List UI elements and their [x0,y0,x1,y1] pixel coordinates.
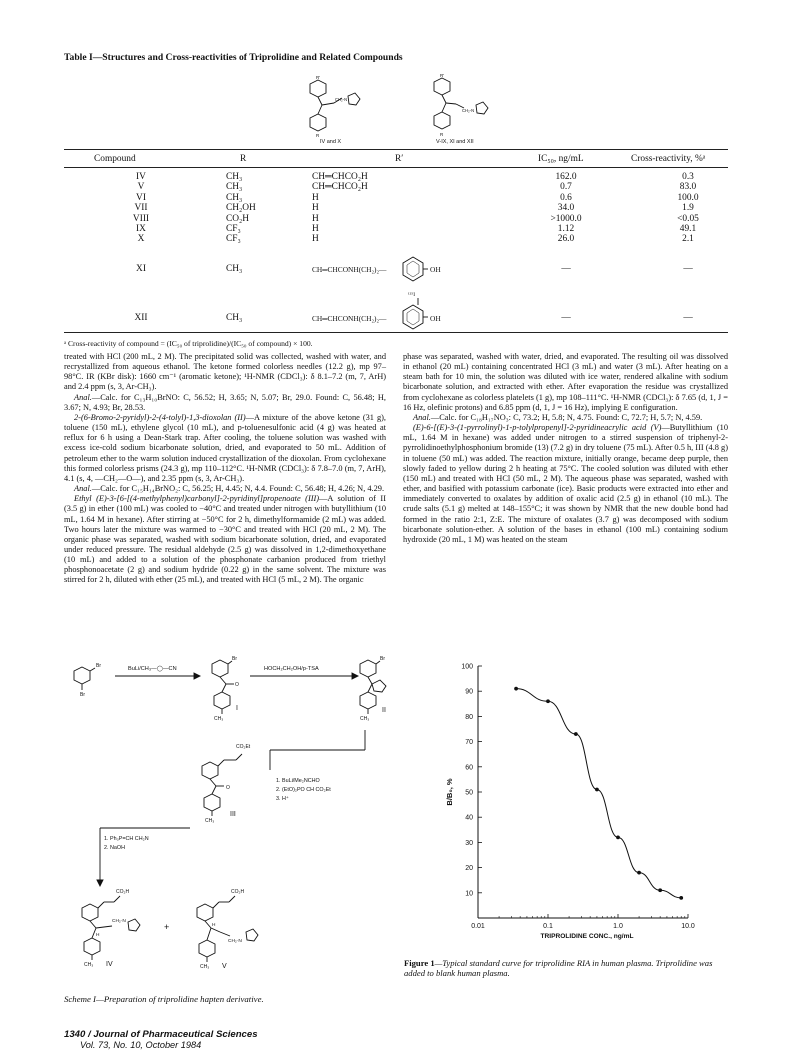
scheme-compound-label: II [382,707,386,714]
data-point [658,888,662,892]
scheme-label: Br [80,692,85,698]
cell-ic50: >1000.0 [550,213,582,224]
scheme-compound-label: IV [106,961,113,968]
page-footer-journal: 1340 / Journal of Pharmaceutical Sciences [64,1029,258,1040]
cell-oh-xii: OH [430,314,441,323]
column-cross-reactivity [668,172,708,245]
paragraph-text: —Calc. for C₁₃H₁₀BrNO: C, 56.52; H, 3.65; N, 5.07; Br, 29.0. Found: C, 56.48; H, 3.67; N, 4.93; Br, 28.53. [64,392,386,412]
data-point [514,687,518,691]
paragraph [403,413,728,423]
data-point [546,699,550,703]
cell-cross: 0.3 [682,172,694,182]
cell-rprime: H [312,192,319,203]
svg-text:CH₂-N: CH₂-N [462,108,475,113]
paragraph: treated with HCl (200 mL, 2 M). The precipitated solid was collected, washed with water, and recrystallized from aqueous ethanol. The ketone formed colorless needles (12.2 g), mp 97–98°C. IR (KBr disk): 1660 cm⁻¹ (aromatic ketone); ¹H-NMR (CDCl₃): δ 8.1–7.2 (m, 7, ArH) and 2.4 ppm (s, 3, Ar-CH₃). [64,352,386,392]
structure-label-v-xii: V-IX, XI and XII [436,139,474,145]
cell-rprime: CH═CHCO₂H [312,172,368,182]
scheme-label: Br [380,656,385,662]
right-column-text [403,352,728,545]
y-tick-label: 80 [465,713,473,721]
scheme-label: CH₂·N [228,939,242,944]
cell-r: CF₃ [226,223,241,234]
figure-caption-text: —Typical standard curve for triprolidine RIA in human plasma. Triprolidine was added to blank human plasma. [404,958,713,979]
cell-ic50: 1.12 [557,223,575,234]
cell-r-xii: CH₃ [226,313,243,323]
scheme-label: CO₂H [116,889,130,895]
svg-text:R': R' [316,75,321,80]
cell-cross: 1.9 [682,203,694,214]
paragraph [64,393,386,413]
cell-ic50-xi: — [561,264,571,274]
scheme-i [60,650,396,990]
scheme-reagent-1: BuLi/CH₃—◯—CN [128,666,177,672]
structure-v-xii [424,72,504,138]
scheme-label: H [212,923,216,928]
cell-cross: 100.0 [677,192,699,203]
cell-r: CH₃ [226,172,243,182]
cell-compound: IX [136,223,146,234]
cell-r: CH₃ [226,192,243,203]
structure-label-iv-x: IV and X [320,139,342,145]
y-tick-label: 10 [465,890,473,898]
paragraph [64,494,386,585]
paragraph: phase was separated, washed with water, dried, and evaporated. The resulting oil was dissolved in ethanol (20 mL) containing concentrated HCl (3 mL) and water (3 mL). After heating on a steam bath for 10 min, the solution was diluted with ice water, rendered alkaline with sodium bicarbonate solution, and extracted with ether. After evaporation the residue was crystallized from cyclohexane as colorless platelets (1 g), mp 108–111°C. ¹H-NMR (CDCl₃): δ 7.65 (d, 1, J = 16 Hz, olefinic protons) and 6.85 ppm (d, 1, J = 16 Hz), implying E configuration. [403,352,728,412]
y-tick-label: 30 [465,839,473,847]
cell-rprime: H [312,203,319,214]
cell-compound: VIII [132,213,150,224]
y-tick-label: 100 [461,663,473,671]
table-header-rule [64,167,728,168]
scheme-compound-label: V [222,963,227,970]
cell-compound: V [137,182,145,193]
cell-ic50: 0.7 [560,182,572,193]
cell-r: CF₃ [226,234,241,245]
compound-title: (E)-6-[(E)-3-(1-pyrrolinyl)-1-p-tolylpropenyl]-2-pyridineacrylic acid (V) [413,423,662,433]
y-tick-label: 60 [465,764,473,772]
phenol-ring-xi [398,254,428,284]
cell-rprime: CH═CHCO₂H [312,182,368,193]
iodophenol-ring-xii [398,296,428,332]
scheme-label: CH₂·N [112,919,126,924]
cell-cross: <0.05 [677,213,699,224]
scheme-caption: Scheme I—Preparation of triprolidine hapten derivative. [64,994,264,1004]
y-tick-label: 70 [465,739,473,747]
cell-rprime: H [312,213,319,224]
data-point [679,896,683,900]
cell-ic50: 0.6 [560,192,572,203]
svg-text:CH₂-N: CH₂-N [335,97,348,102]
column-compound [121,172,161,245]
scheme-reagent-3b: 2. (EtO)₂PO CH CO₂Et [276,787,331,793]
header-cross-reactivity: Cross-reactivity, %ᵃ [631,154,706,164]
figure-caption [404,958,729,979]
svg-text:R': R' [440,73,445,78]
column-rprime [312,172,368,245]
cell-iodo-xii: ¹²⁵I [408,292,416,298]
scheme-label: O [226,785,230,791]
figure-1-chart [418,662,710,954]
cell-cross-xi: — [683,264,693,274]
data-point [616,835,620,839]
cell-rprime: H [312,234,319,245]
scheme-reagent-2: HOCH₂CH₂OH/p-TSA [264,666,319,672]
scheme-label: CH₃ [360,716,370,722]
cell-r: CH₂OH [226,203,256,214]
anal-label: Anal. [413,412,431,422]
anal-label: Anal. [74,392,92,402]
data-point [595,788,599,792]
scheme-reagent-4a: 1. Ph₃P=CH CH₂N [104,836,149,842]
scheme-label: Br [96,663,101,669]
scheme-label: CH₃ [214,716,224,722]
cell-cross-xii: — [683,313,693,323]
cell-oh-xi: OH [430,265,441,274]
anal-label: Anal. [74,484,92,494]
scheme-reagent-4b: 2. NaOH [104,845,125,851]
paragraph-text: —Calc. for C₁₈H₁₇NO₃: C, 73.2; H, 5.8; N, 4.75. Found: C, 72.7; H, 5.7; N, 4.59. [430,412,703,422]
scheme-reagent-3a: 1. BuLi/Me₂NCHO [276,778,320,784]
header-ic50: IC₅₀, ng/mL [538,154,584,164]
x-tick-label: 0.01 [471,923,485,930]
table-title: Table I—Structures and Cross-reactivities of Triprolidine and Related Compounds [64,52,403,63]
cell-rprime-xi: CH═CHCONH(CH₂)₂— [312,265,387,274]
cell-r: CO₂H [226,213,250,224]
cell-cross: 83.0 [679,182,697,193]
cell-ic50: 26.0 [557,234,575,245]
structure-iv-x [300,74,380,138]
scheme-label: Br [232,656,237,662]
paragraph-text: —Butyllithium (10 mL, 1.64 M in hexane) was added under nitrogen to a stirred suspension of triphenyl-2-pyrrolidinoethylphosphonium bromide (13) (7.2 g) in dry toluene (75 mL). After 0.5 h, III (4.8 g) in toluene (50 mL) was added. The reaction mixture, initially orange, became deep purple, then slowly faded to yellow during 2 h heating at 75°C. The cooled solution was diluted with ether (150 mL) and treated with HCl (50 mL, 2 M). The aqueous phase was separated, washed with ether, and basified with potassium carbonate (ice). Basic products were extracted into ether and immediately converted to oxalates by addition of oxalic acid (2.5 g) in ethanol (10 mL). The crude salts (5.1 g) melted at 148–155°C; it was shown by NMR that the new double bond had formed in the ratio 2:1, Z:E. The mixture of oxalates (3.7 g) was decomposed with sodium bicarbonate solution-ether. A solution of the bases in ethanol (100 mL) containing sodium hydroxide (20 mL, 1 M) was heated on the steam [403,423,728,544]
x-axis-label: TRIPROLIDINE CONC., ng/mL [540,933,634,940]
y-tick-label: 20 [465,865,473,873]
cell-ic50-xii: — [561,313,571,323]
scheme-label: CH₃ [84,962,94,968]
table-bottom-rule [64,332,728,333]
cell-r-xi: CH₃ [226,264,243,274]
scheme-compound-label: III [230,811,236,818]
cell-compound: IV [136,172,146,182]
column-r [226,172,256,245]
series-line [516,689,681,898]
paragraph [64,484,386,494]
column-ic50 [536,172,596,245]
figure-caption-label: Figure 1 [404,958,435,968]
y-tick-label: 40 [465,814,473,822]
scheme-label: CO₂H [231,889,245,895]
cell-compound: X [137,234,145,245]
cell-cross: 2.1 [682,234,694,245]
cell-compound: VII [134,203,148,214]
header-compound: Compound [94,154,136,164]
header-rprime: R′ [395,154,404,164]
paragraph [64,413,386,484]
cell-compound-xi: XI [136,264,146,274]
data-point [574,732,578,736]
cell-ic50: 162.0 [555,172,577,182]
compound-title: Ethyl (E)-3-[6-[(4-methylphenyl)carbonyl]-2-pyridinyl]propenoate (III) [74,494,320,504]
page-footer-issue: Vol. 73, No. 10, October 1984 [80,1040,202,1050]
paragraph-text: —A solution of II (3.5 g) in ether (100 mL) was cooled to −40°C and treated under nitrogen with butyllithium (10 mL, 1.64 M in hexane). After stirring at −50°C for 2 h, dimethylformamide (2 mL) was added. Two hours later the mixture was warmed to −30°C and treated with HCl (20 mL, 2 M). The organic phase was separated, washed with sodium bicarbonate solution, dried, and evaporated under reduced pressure. The residual aldehyde (2.5 g) was dissolved in 1,2-dimethoxyethane (10 mL) and added to a solution of the phosphonate carbanion produced from triethyl phosphonoacetate (2 g) and sodium hydride (0.22 g) in the same solvent. The mixture was stirred for 2 h, diluted with ether (25 mL), and treated with HCl (5 mL, 2 M). The organic [64,494,386,585]
cell-cross: 49.1 [679,223,697,234]
paragraph-text: —A mixture of the above ketone (31 g), toluene (150 mL), ethylene glycol (10 mL), and p-toluenesulfonic acid (4 g) was heated at reflux for 6 h using a Dean-Stark trap. After cooling, the toluene solution was washed with excess ice-cold sodium bicarbonate solution, dried, and evaporated to 50 mL. Addition of petroleum ether to the warm solution induced crystallization of the dioxolan. From cyclohexane this formed colorless prisms (24.3 g), mp 110–112°C. ¹H-NMR (CDCl₃): δ 7.8–7.0 (m, 7, ArH), 4.1 (s, 4, —CH₂—O—), and 2.35 ppm (s, 3, Ar-CH₃). [64,412,386,483]
cell-compound: VI [136,192,146,203]
y-tick-label: 90 [465,688,473,696]
header-r: R [240,154,247,164]
table-footnote: ᵃ Cross-reactivity of compound = (IC₅₀ of triprolidine)/(IC₅₀ of compound) × 100. [64,339,313,348]
scheme-reagent-3c: 3. H⁺ [276,796,289,802]
cell-rprime: H [312,223,319,234]
cell-r: CH₃ [226,182,243,193]
x-tick-label: 1.0 [613,923,623,930]
x-tick-label: 0.1 [543,923,553,930]
y-axis-label: B/B₀, % [445,778,454,806]
svg-text:R: R [440,132,444,137]
scheme-label: CO₂Et [236,744,251,750]
scheme-label: O [235,682,239,688]
cell-ic50: 34.0 [557,203,575,214]
y-tick-label: 50 [465,789,473,797]
data-point [637,871,641,875]
scheme-label: H [96,933,100,938]
svg-text:R: R [316,133,320,138]
scheme-label: CH₃ [205,818,215,824]
scheme-plus: + [164,922,170,932]
left-column-text [64,352,386,586]
paragraph [403,423,728,545]
table-top-rule [64,149,728,150]
cell-rprime-xii: CH═CHCONH(CH₂)₂— [312,314,387,323]
compound-title: 2-(6-Bromo-2-pyridyl)-2-(4-tolyl)-1,3-dioxolan (II) [74,412,246,422]
paragraph-text: —Calc. for C₁₅H₁₄BrNO₂: C, 56.25; H, 4.45; N, 4.4. Found: C, 56.48; H, 4.26; N, 4.29. [91,484,385,494]
scheme-compound-label: I [236,705,238,712]
scheme-label: CH₃ [200,964,210,970]
x-tick-label: 10.0 [681,923,695,930]
cell-compound-xii: XII [134,313,148,323]
